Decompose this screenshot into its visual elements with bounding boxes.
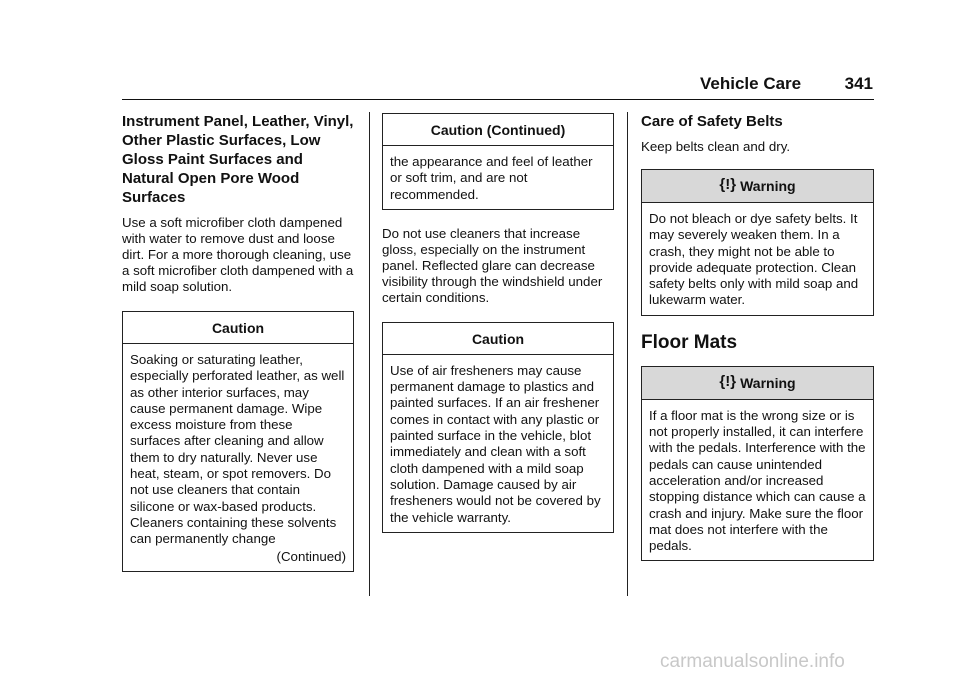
warning-icon: {!} (719, 372, 737, 390)
section-heading-safety-belts: Care of Safety Belts (641, 113, 783, 130)
section-title: Vehicle Care (700, 74, 802, 93)
caution-continued-body: the appearance and feel of leather or soft trim, and are not recommended. (390, 154, 593, 202)
warning-title-bar (642, 170, 873, 203)
warning-box-floor-mats (641, 366, 874, 562)
section-heading-instrument-panel: Instrument Panel, Leather, Vinyl, Other Plastic Surfaces, Low Gloss Paint Surfaces and Natural Open Pore Wood Surfaces (122, 113, 354, 206)
caution-continued-box (382, 113, 614, 210)
column-1 (122, 112, 354, 572)
warning-body: If a floor mat is the wrong size or is not properly installed, it can interfere with the pedals. Interference with the pedals can cause unintended acceleration and/or increased stopping distance which can cause a crash and injury. Make sure the floor mat does not interfere with the pedals. (649, 407, 866, 554)
instrument-panel-paragraph: Use a soft microfiber cloth dampened with water to remove dust and loose dirt. For a more thorough cleaning, use a soft microfiber cloth dampened with a mild soap solution. (122, 215, 354, 294)
caution-continued-title: Caution (Continued) (383, 114, 613, 146)
warning-box-safety-belts (641, 169, 874, 316)
column-divider-left (369, 112, 370, 596)
warning-icon: {!} (719, 176, 737, 193)
continued-label: (Continued) (276, 548, 346, 564)
caution-box-leather (122, 311, 354, 572)
watermark: carmanualsonline.info (660, 651, 845, 672)
section-heading-floor-mats: Floor Mats (641, 331, 738, 353)
caution-text: Soaking or saturating leather, especially perforated leather, as well as other interior surfaces, may cause permanent damage. Wipe excess moisture from these surfaces after cleaning and allow them to dry naturally. Never use heat, steam, or spot removers. Do not use cleaners that contain silicone or wax-based products. Cleaners containing these solvents can permanently change (130, 352, 345, 547)
caution-title: Caution (383, 323, 613, 355)
caution-box-air-fresheners (382, 322, 614, 533)
column-2 (382, 113, 614, 533)
gloss-cleaner-paragraph: Do not use cleaners that increase gloss, especially on the instrument panel. Reflected glare can decrease visibility through the windshield under certain conditions. (382, 225, 603, 305)
warning-title: Warning (740, 374, 796, 391)
warning-title: Warning (740, 178, 796, 194)
column-divider-right (627, 112, 628, 596)
caution-body: Use of air fresheners may cause permanent damage to plastics and painted surfaces. If an air freshener comes in contact with any plastic or painted surface in the vehicle, blot immediately and clean with a soft cloth dampened with a mild soap solution. Damage caused by air fresheners would not be covered by the vehicle warranty. (390, 362, 601, 525)
caution-body (123, 344, 353, 571)
warning-title-bar (642, 367, 873, 400)
safety-belts-paragraph: Keep belts clean and dry. (641, 139, 791, 154)
page-number: 341 (844, 74, 873, 93)
warning-body: Do not bleach or dye safety belts. It may severely weaken them. In a crash, they might not be able to provide adequate protection. Clean safety belts only with mild soap and lukewarm water. (649, 211, 859, 308)
column-3 (641, 112, 874, 561)
caution-title: Caution (123, 312, 353, 344)
header-rule (122, 99, 874, 100)
